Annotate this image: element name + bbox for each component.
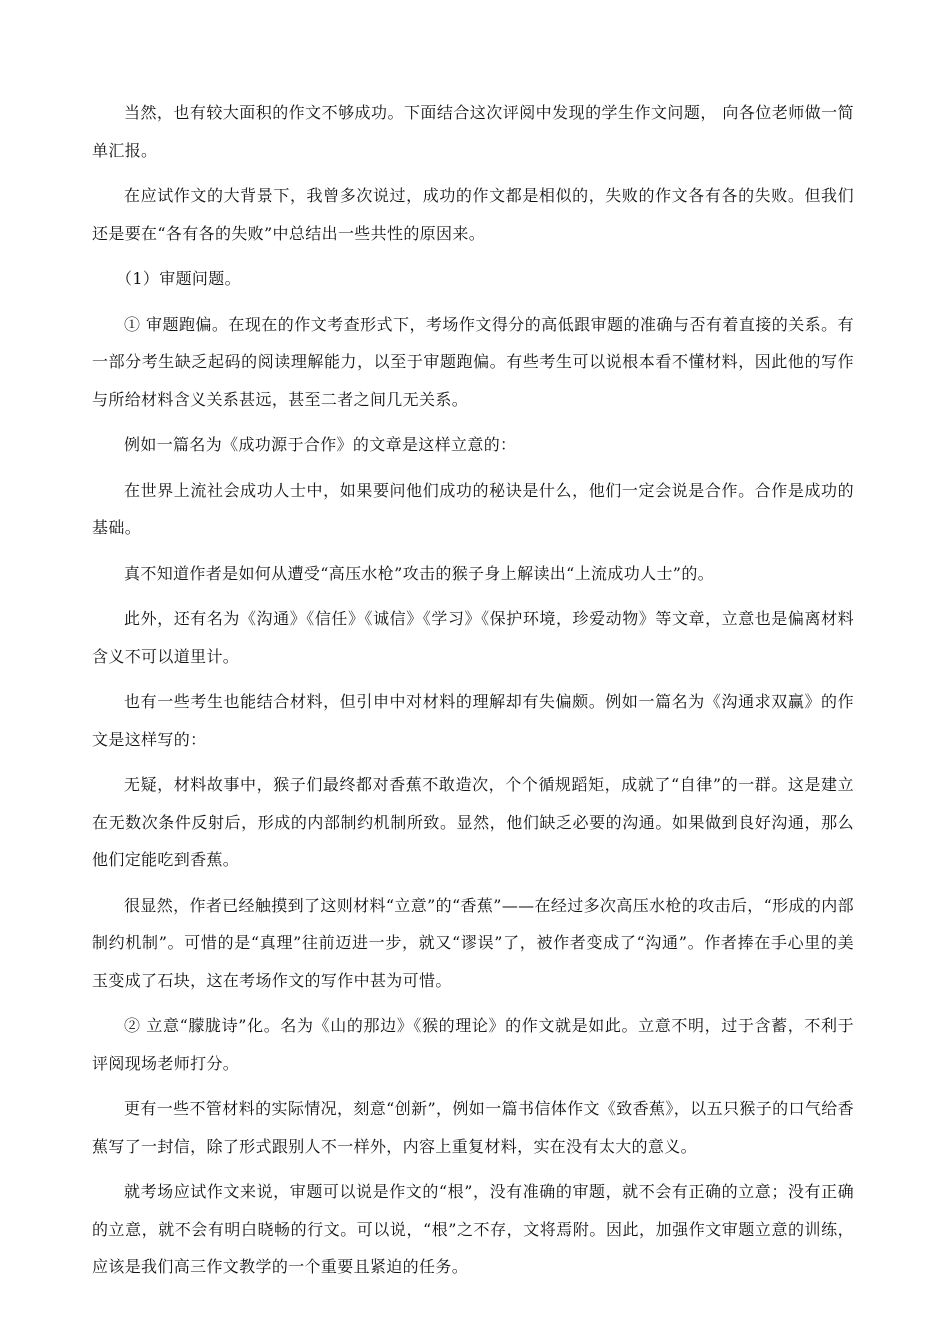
document-page	[92, 94, 854, 1294]
paragraph-intro: 当然，也有较大面积的作文不够成功。下面结合这次评阅中发现的学生作文问题， 向各位老师做一简单汇报。	[92, 103, 854, 160]
paragraph-background: 在应试作文的大背景下，我曾多次说过，成功的作文都是相似的，失败的作文各有各的失败。但我们还是要在“各有各的失败”中总结出一些共性的原因来。	[92, 186, 854, 243]
paragraph-topic-deviation: ① 审题跑偏。在现在的作文考查形式下，考场作文得分的高低跟审题的准确与否有着直接的关系。有一部分考生缺乏起码的阅读理解能力，以至于审题跑偏。有些考生可以说根本看不懂材料，因此他的写作与所给材料含义关系甚远，甚至二者之间几无关系。	[92, 314, 854, 409]
paragraph-conclusion: 就考场应试作文来说，审题可以说是作文的“根”，没有准确的审题，就不会有正确的立意；没有正确的立意，就不会有明白晓畅的行文。可以说，“根”之不存，文将焉附。因此，加强作文审题立意的训练，应该是我们高三作文教学的一个重要且紧迫的任务。	[92, 1182, 854, 1276]
paragraph-quote-communication: 无疑，材料故事中，猴子们最终都对香蕉不敢造次，个个循规蹈矩，成就了“自律”的一群。这是建立在无数次条件反射后，形成的内部制约机制所致。显然，他们缺乏必要的沟通。如果做到良好沟通，那么他们定能吃到香蕉。	[92, 775, 854, 869]
section-heading-topic-problem: （1）审题问题。	[116, 269, 241, 288]
paragraph-quote-cooperation: 在世界上流社会成功人士中，如果要问他们成功的秘诀是什么，他们一定会说是合作。合作是成功的基础。	[92, 480, 854, 537]
paragraph-comment-monkeys: 真不知道作者是如何从遭受“高压水枪”攻击的猴子身上解读出“上流成功人士”的。	[124, 563, 715, 583]
paragraph-misty-poetry: ② 立意“朦胧诗”化。名为《山的那边》《猴的理论》的作文就是如此。立意不明，过于含蓄，不利于评阅现场老师打分。	[92, 1016, 854, 1073]
paragraph-comment-communication: 很显然，作者已经触摸到了这则材料“立意”的“香蕉”——在经过多次高压水枪的攻击后，“形成的内部制约机制”。可惜的是“真理”往前迈进一步，就又“谬误”了，被作者变成了“沟通”。作者捧在手心里的美玉变成了石块，这在考场作文的写作中甚为可惜。	[92, 895, 854, 990]
paragraph-example-cooperation: 例如一篇名为《成功源于合作》的文章是这样立意的：	[124, 435, 517, 454]
paragraph-biased-understanding: 也有一些考生也能结合材料，但引申中对材料的理解却有失偏颇。例如一篇名为《沟通求双赢》的作文是这样写的：	[92, 692, 854, 749]
paragraph-innovation: 更有一些不管材料的实际情况，刻意“创新”，例如一篇书信体作文《致香蕉》，以五只猴子的口气给香蕉写了一封信，除了形式跟别人不一样外，内容上重复材料，实在没有太大的意义。	[92, 1099, 854, 1156]
paragraph-other-titles: 此外，还有名为《沟通》《信任》《诚信》《学习》《保护环境，珍爱动物》等文章，立意也是偏离材料含义不可以道里计。	[92, 609, 854, 666]
